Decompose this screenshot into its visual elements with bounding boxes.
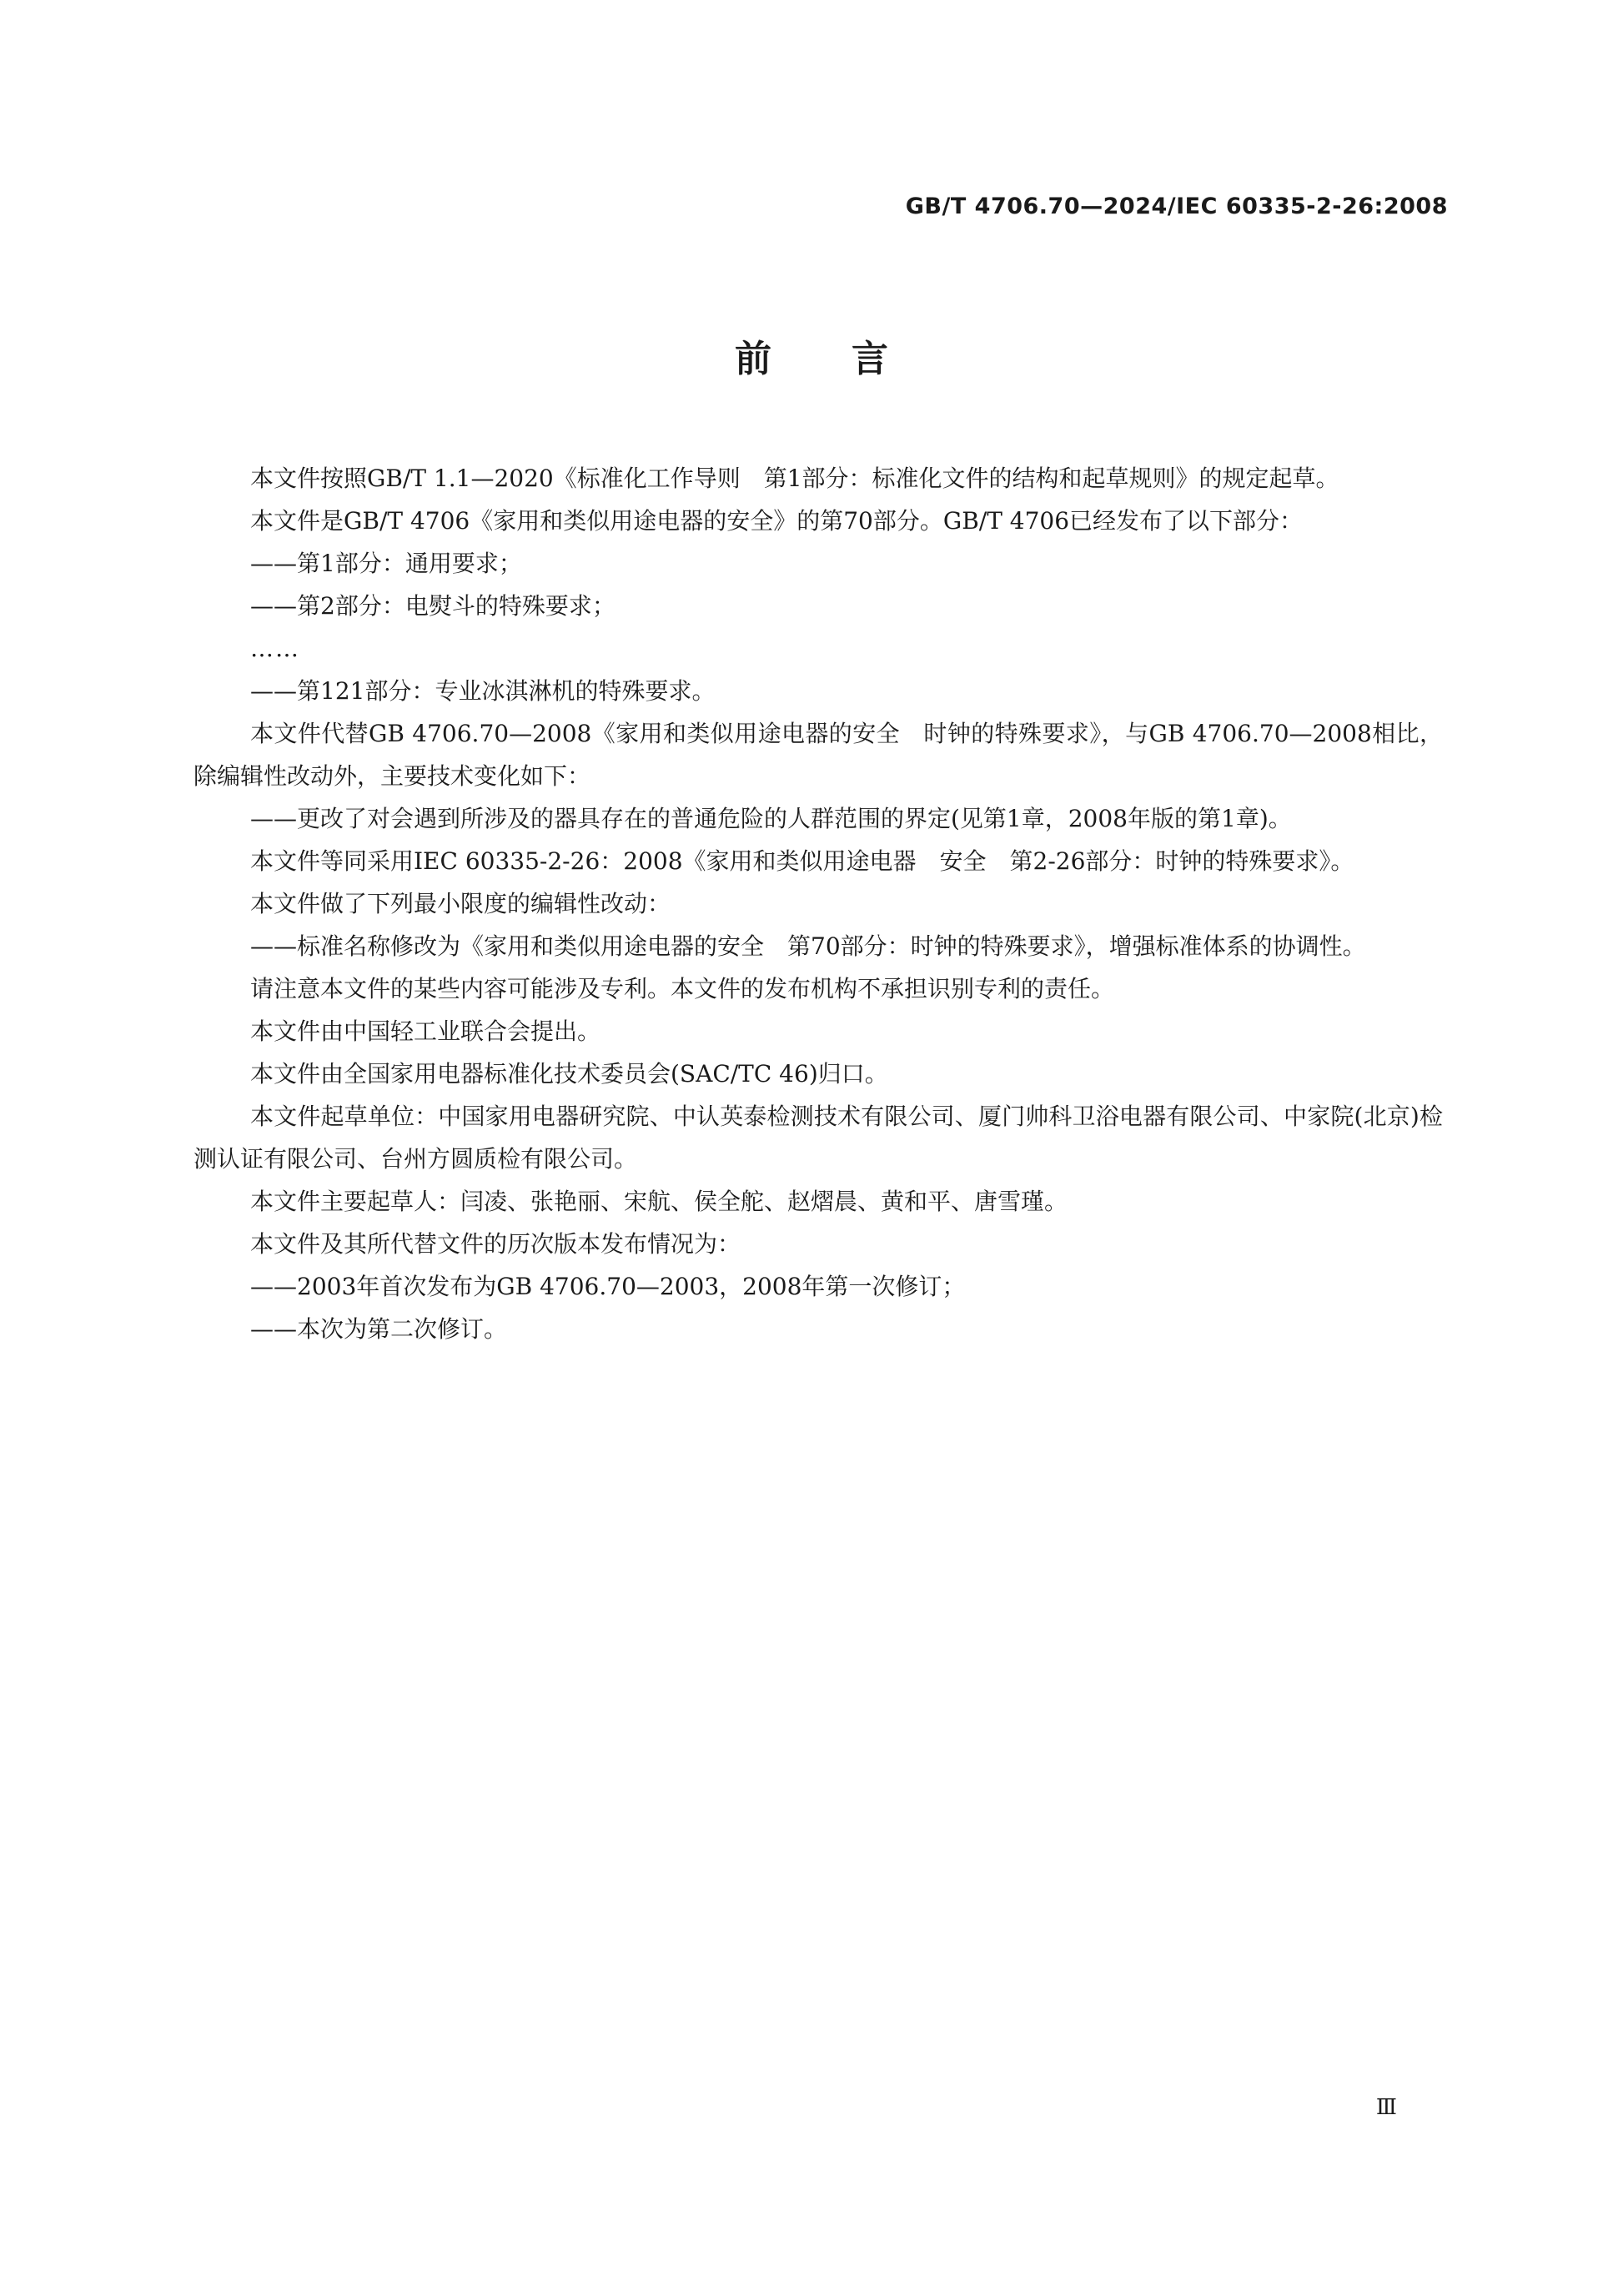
list-item: ——2003年首次发布为GB 4706.70—2003，2008年第一次修订； xyxy=(250,1273,966,1300)
paragraph: 本文件做了下列最小限度的编辑性改动： xyxy=(250,890,671,917)
paragraph: 本文件按照GB/T 1.1—2020《标准化工作导则 第1部分：标准化文件的结构和起草规则》的规定起草。 xyxy=(250,465,1339,492)
paragraph: 本文件是GB/T 4706《家用和类似用途电器的安全》的第70部分。GB/T 4706已经发布了以下部分： xyxy=(250,507,1304,535)
list-item: ——本次为第二次修订。 xyxy=(250,1315,508,1343)
document-code-header: GB/T 4706.70—2024/IEC 60335-2-26:2008 xyxy=(905,193,1448,219)
paragraph: 本文件由全国家用电器标准化技术委员会(SAC/TC 46)归口。 xyxy=(250,1060,888,1088)
document-body xyxy=(193,457,1443,1350)
list-item: ——第121部分：专业冰淇淋机的特殊要求。 xyxy=(250,677,716,705)
list-item: ——第1部分：通用要求； xyxy=(250,550,522,577)
list-item: ——标准名称修改为《家用和类似用途电器的安全 第70部分：时钟的特殊要求》，增强标准体系的协调性。 xyxy=(250,932,1366,960)
page-title: 前言 xyxy=(735,338,968,380)
list-item: ——更改了对会遇到所涉及的器具存在的普通危险的人群范围的界定(见第1章，2008年版的第1章)。 xyxy=(250,805,1292,832)
page-number: Ⅲ xyxy=(1375,2095,1398,2120)
list-item: ——第2部分：电熨斗的特殊要求； xyxy=(250,592,616,620)
paragraph: 本文件及其所代替文件的历次版本发布情况为： xyxy=(250,1230,741,1258)
paragraph: 本文件代替GB 4706.70—2008《家用和类似用途电器的安全 时钟的特殊要求》，与GB 4706.70—2008相比，除编辑性改动外，主要技术变化如下： xyxy=(193,720,1443,790)
paragraph: 本文件由中国轻工业联合会提出。 xyxy=(250,1017,601,1045)
paragraph: 本文件主要起草人：闫凌、张艳丽、宋航、侯全舵、赵熠晨、黄和平、唐雪瑾。 xyxy=(250,1188,1068,1215)
paragraph: 本文件起草单位：中国家用电器研究院、中认英泰检测技术有限公司、厦门帅科卫浴电器有限公司、中家院(北京)检测认证有限公司、台州方圆质检有限公司。 xyxy=(193,1103,1443,1173)
paragraph: 请注意本文件的某些内容可能涉及专利。本文件的发布机构不承担识别专利的责任。 xyxy=(250,975,1115,1002)
paragraph: 本文件等同采用IEC 60335-2-26：2008《家用和类似用途电器 安全 第2-26部分：时钟的特殊要求》。 xyxy=(250,847,1354,875)
ellipsis: …… xyxy=(250,635,300,662)
